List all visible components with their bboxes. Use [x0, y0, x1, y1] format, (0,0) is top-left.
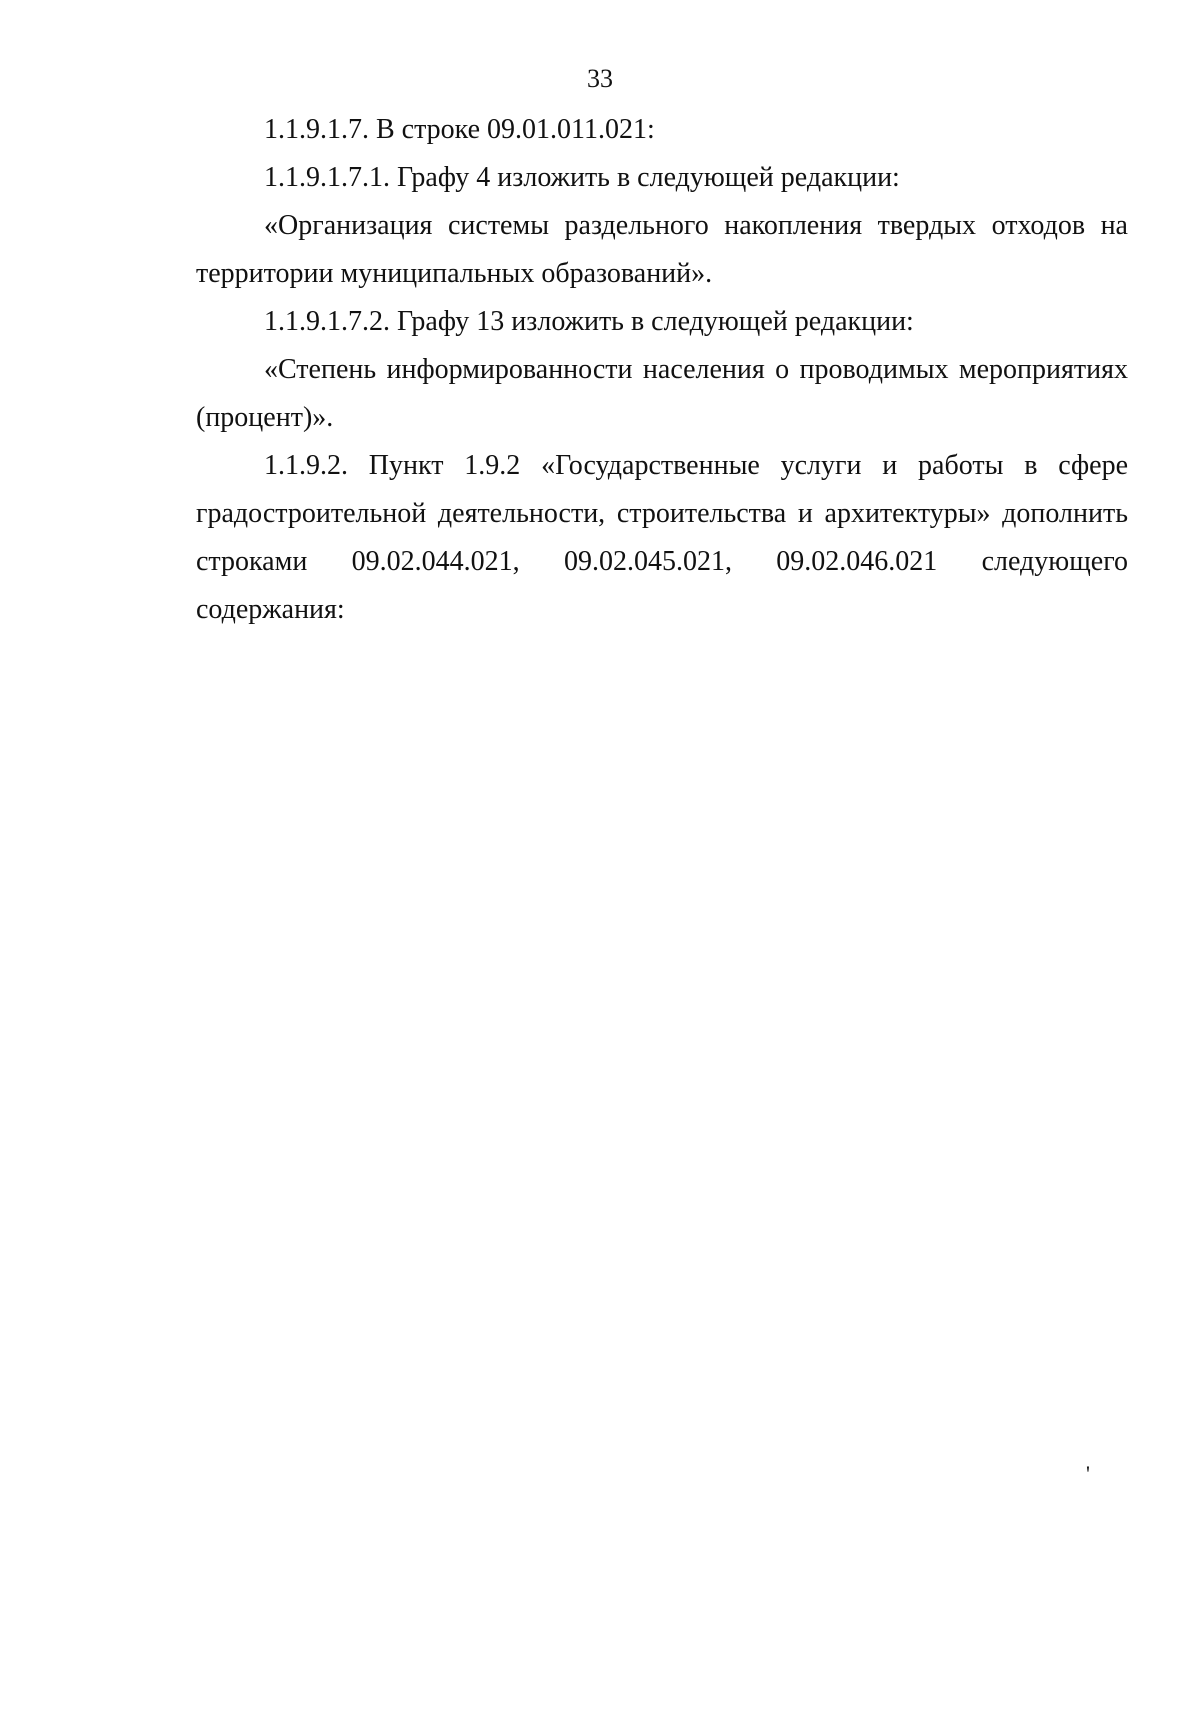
paragraph-column-4-instruction: 1.1.9.1.7.1. Графу 4 изложить в следующей редакции:	[264, 162, 900, 193]
paragraph-column-13-instruction: 1.1.9.1.7.2. Графу 13 изложить в следующей редакции:	[264, 306, 914, 337]
paragraph-row-header: 1.1.9.1.7. В строке 09.01.011.021:	[264, 114, 655, 145]
document-body	[196, 106, 1128, 634]
paragraph-column-4-text: «Организация системы раздельного накопления твердых отходов на территории муниципальных образований».	[196, 210, 1128, 289]
paragraph-item-1-9-2: 1.1.9.2. Пункт 1.9.2 «Государственные услуги и работы в сфере градостроительной деятельности, строительства и архитектуры» дополнить строками 09.02.044.021, 09.02.045.021, 09.02.046.021 следующего содержания:	[196, 450, 1128, 625]
stray-mark: '	[1086, 1461, 1090, 1486]
page-number: 33	[587, 64, 613, 93]
paragraph-column-13-text: «Степень информированности населения о проводимых мероприятиях (процент)».	[196, 354, 1128, 433]
